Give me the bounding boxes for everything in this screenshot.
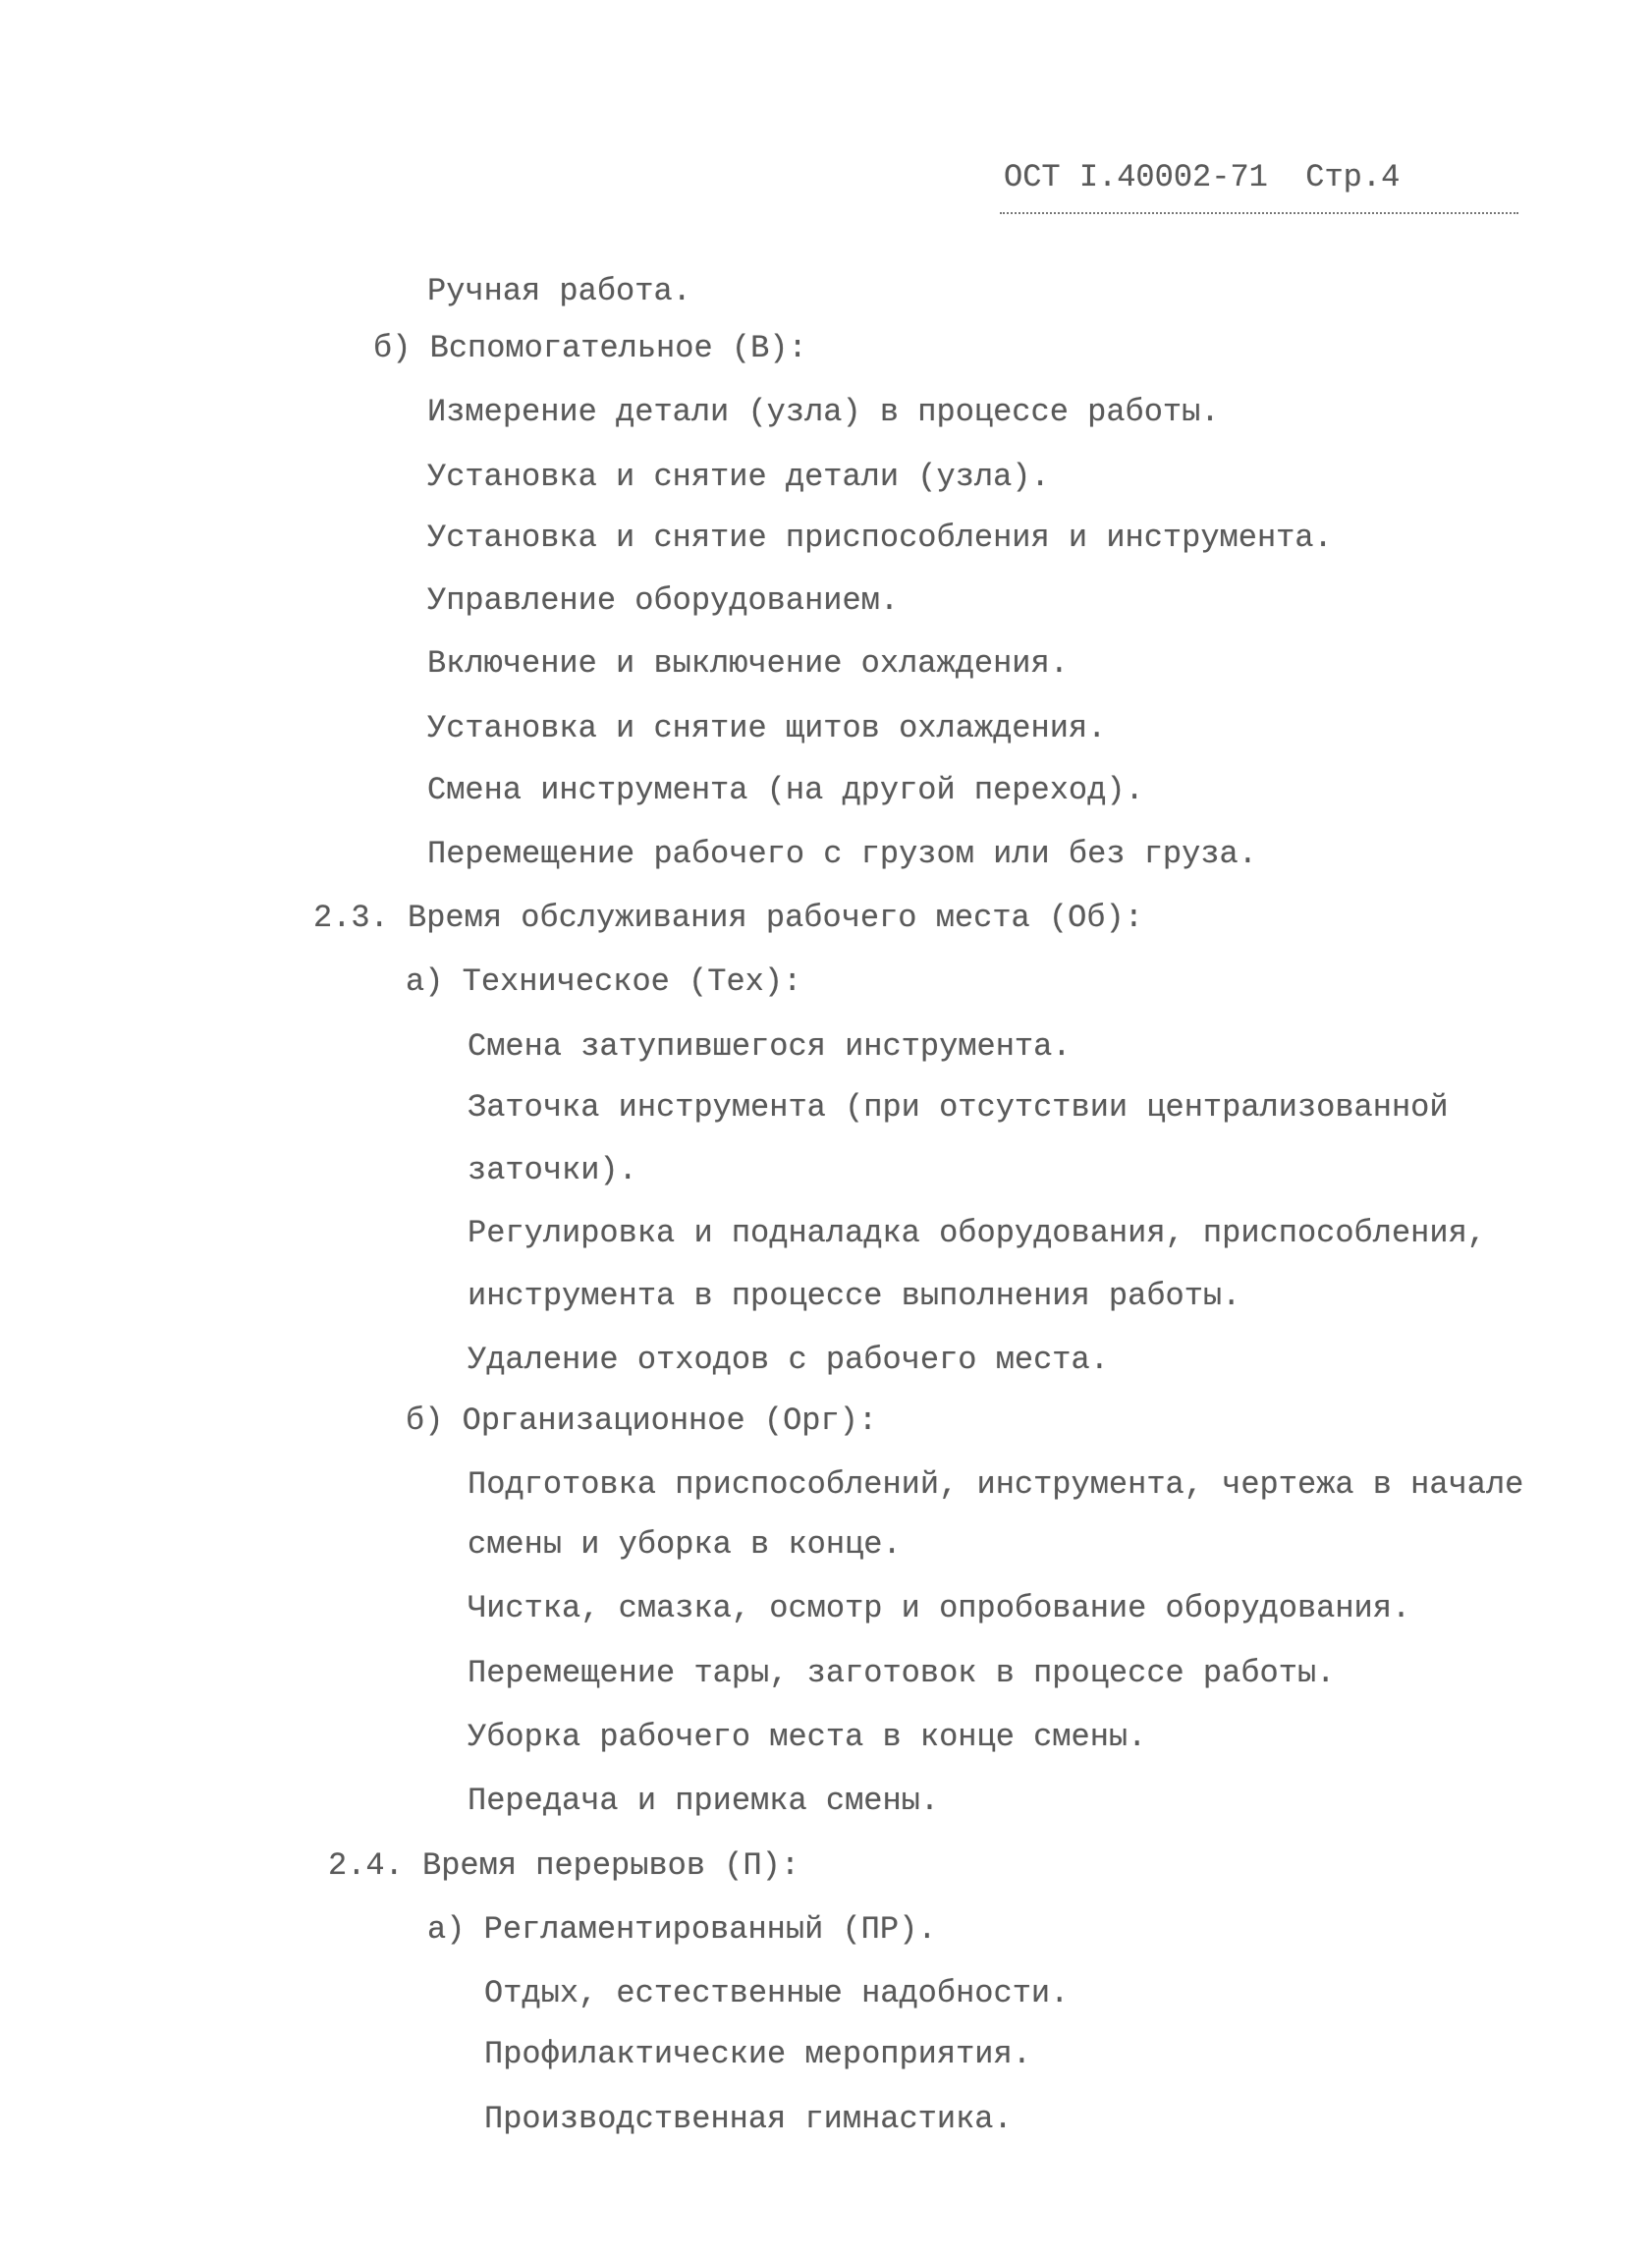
- subsection-heading: б) Вспомогательное (В):: [373, 330, 807, 366]
- subsection-heading: а) Техническое (Тех):: [406, 963, 802, 1000]
- text-line: Измерение детали (узла) в процессе работы.: [427, 394, 1220, 430]
- section-heading: 2.3. Время обслуживания рабочего места (Об):: [313, 900, 1143, 936]
- text-line: Перемещение тары, заготовок в процессе работы.: [468, 1655, 1336, 1691]
- text-line: Передача и приемка смены.: [468, 1783, 940, 1819]
- subsection-heading: б) Организационное (Орг):: [406, 1402, 878, 1439]
- text-line: Установка и снятие щитов охлаждения.: [427, 710, 1107, 746]
- text-line: Регулировка и подналадка оборудования, приспособления,: [468, 1215, 1486, 1251]
- text-line: Отдых, естественные надобности.: [484, 1975, 1070, 2011]
- text-line: Ручная работа.: [427, 273, 691, 309]
- text-line: Подготовка приспособлений, инструмента, чертежа в начале: [468, 1466, 1524, 1503]
- section-heading: 2.4. Время перерывов (П):: [328, 1847, 800, 1884]
- text-line: Удаление отходов с рабочего места.: [468, 1342, 1109, 1378]
- subsection-heading: а) Регламентированный (ПР).: [427, 1911, 937, 1948]
- text-line: Профилактические мероприятия.: [484, 2036, 1031, 2072]
- text-line: Смена инструмента (на другой переход).: [427, 772, 1144, 808]
- text-line: Чистка, смазка, осмотр и опробование оборудования.: [468, 1590, 1411, 1626]
- text-line: Смена затупившегося инструмента.: [468, 1028, 1072, 1065]
- text-line: Установка и снятие приспособления и инструмента.: [427, 520, 1333, 556]
- document-code: ОСТ I.40002-71: [1004, 159, 1268, 195]
- text-line: Включение и выключение охлаждения.: [427, 645, 1069, 682]
- text-line: смены и уборка в конце.: [468, 1526, 902, 1563]
- text-line: Производственная гимнастика.: [484, 2101, 1013, 2137]
- document-header: [1004, 158, 1400, 197]
- text-line: Управление оборудованием.: [427, 582, 900, 619]
- text-line: Перемещение рабочего с грузом или без груза.: [427, 836, 1257, 872]
- text-line: инструмента в процессе выполнения работы.: [468, 1278, 1241, 1314]
- header-underline: [1000, 212, 1518, 214]
- text-line: Уборка рабочего места в конце смены.: [468, 1719, 1147, 1755]
- text-line: Установка и снятие детали (узла).: [427, 459, 1050, 495]
- text-line: заточки).: [468, 1152, 637, 1188]
- text-line: Заточка инструмента (при отсутствии централизованной: [468, 1089, 1449, 1126]
- page-number: Стр.4: [1305, 159, 1401, 195]
